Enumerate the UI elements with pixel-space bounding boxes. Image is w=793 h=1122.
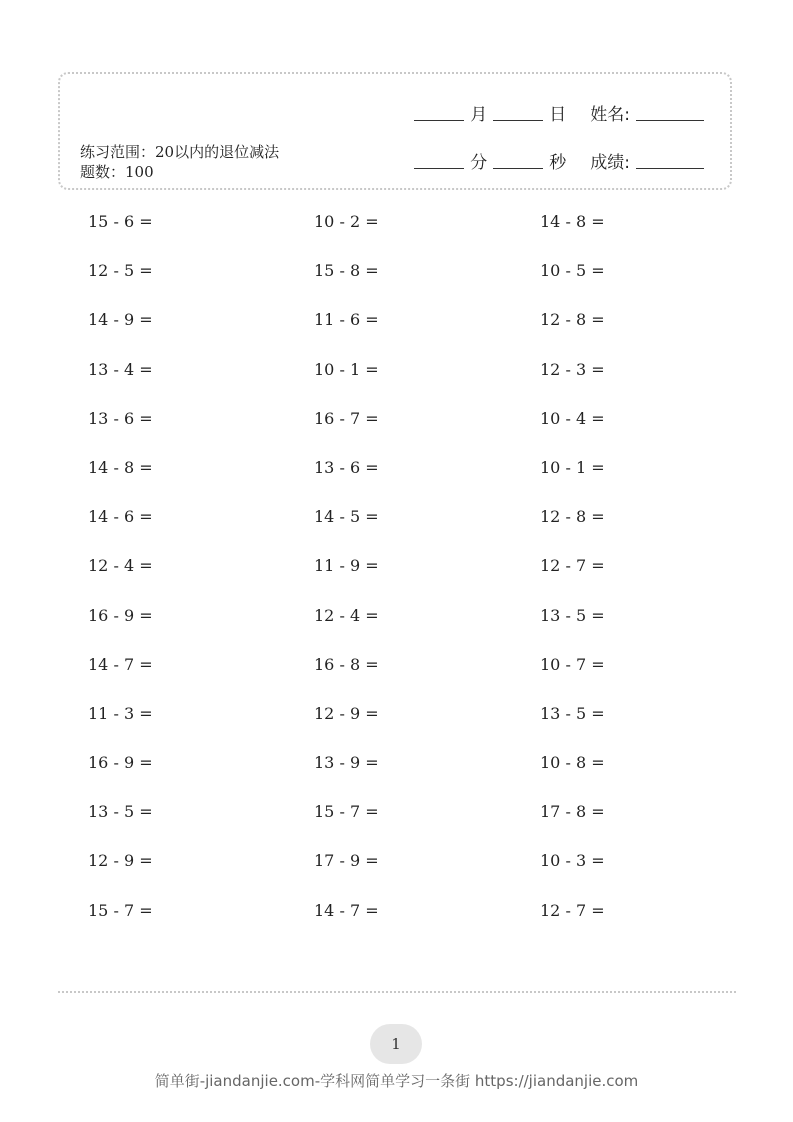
- practice-range: 练习范围：20以内的退位减法: [80, 143, 280, 161]
- date-name-row: [408, 100, 710, 125]
- name-blank[interactable]: [636, 119, 704, 121]
- second-blank[interactable]: [493, 167, 543, 169]
- footer-divider: [58, 991, 736, 993]
- math-problem: 14 - 6 =: [88, 507, 153, 527]
- page-number: 1: [370, 1024, 422, 1064]
- math-problem: 12 - 9 =: [88, 851, 153, 871]
- math-problem: 17 - 8 =: [540, 802, 605, 822]
- time-score-row: [408, 148, 710, 173]
- math-problem: 14 - 8 =: [540, 212, 605, 231]
- math-problem: 11 - 6 =: [314, 310, 379, 330]
- math-problem: 13 - 9 =: [314, 753, 379, 773]
- math-problem: 14 - 8 =: [88, 457, 153, 477]
- math-problem: 16 - 9 =: [88, 605, 153, 625]
- name-label: 姓名:: [590, 105, 630, 125]
- math-problem: 12 - 3 =: [540, 359, 605, 379]
- math-problem: 12 - 8 =: [540, 310, 605, 330]
- math-problem: 15 - 7 =: [88, 900, 153, 920]
- math-problem: 16 - 9 =: [88, 753, 153, 773]
- math-problem: 13 - 5 =: [540, 605, 605, 625]
- score-label: 成绩:: [590, 153, 630, 173]
- math-problem: 12 - 7 =: [540, 556, 605, 576]
- minute-label: 分: [470, 153, 488, 173]
- math-problem: 14 - 9 =: [88, 310, 153, 330]
- second-label: 秒: [549, 153, 567, 173]
- problem-grid: [88, 208, 688, 946]
- math-problem: 10 - 7 =: [540, 654, 605, 674]
- score-blank[interactable]: [636, 167, 704, 169]
- math-problem: 10 - 5 =: [540, 261, 605, 281]
- math-problem: 14 - 7 =: [88, 654, 153, 674]
- math-problem: 12 - 9 =: [314, 703, 379, 723]
- math-problem: 15 - 8 =: [314, 261, 379, 281]
- worksheet-header: [58, 72, 732, 190]
- question-count: 题数：100: [80, 163, 154, 181]
- math-problem: 15 - 7 =: [314, 802, 379, 822]
- math-problem: 13 - 6 =: [88, 408, 153, 428]
- month-label: 月: [470, 105, 488, 125]
- math-problem: 10 - 2 =: [314, 212, 379, 231]
- math-problem: 12 - 8 =: [540, 507, 605, 527]
- math-problem: 12 - 7 =: [540, 900, 605, 920]
- day-blank[interactable]: [493, 119, 543, 121]
- minute-blank[interactable]: [414, 167, 464, 169]
- math-problem: 14 - 7 =: [314, 900, 379, 920]
- math-problem: 10 - 8 =: [540, 753, 605, 773]
- math-problem: 11 - 9 =: [314, 556, 379, 576]
- math-problem: 13 - 5 =: [540, 703, 605, 723]
- footer-site-text: 简单街-jiandanjie.com-学科网简单学习一条街 https://jiandanjie.com: [154, 1072, 639, 1090]
- math-problem: 10 - 3 =: [540, 851, 605, 871]
- math-problem: 10 - 1 =: [314, 359, 379, 379]
- math-problem: 14 - 5 =: [314, 507, 379, 527]
- math-problem: 16 - 8 =: [314, 654, 379, 674]
- math-problem: 16 - 7 =: [314, 408, 379, 428]
- math-problem: 10 - 4 =: [540, 408, 605, 428]
- math-problem: 12 - 5 =: [88, 261, 153, 281]
- math-problem: 10 - 1 =: [540, 457, 605, 477]
- math-problem: 13 - 6 =: [314, 457, 379, 477]
- month-blank[interactable]: [414, 119, 464, 121]
- math-problem: 12 - 4 =: [88, 556, 153, 576]
- practice-info: [80, 142, 290, 182]
- math-problem: 13 - 4 =: [88, 359, 153, 379]
- math-problem: 13 - 5 =: [88, 802, 153, 822]
- math-problem: 11 - 3 =: [88, 703, 153, 723]
- day-label: 日: [549, 105, 567, 125]
- math-problem: 12 - 4 =: [314, 605, 379, 625]
- math-problem: 15 - 6 =: [88, 212, 153, 231]
- math-problem: 17 - 9 =: [314, 851, 379, 871]
